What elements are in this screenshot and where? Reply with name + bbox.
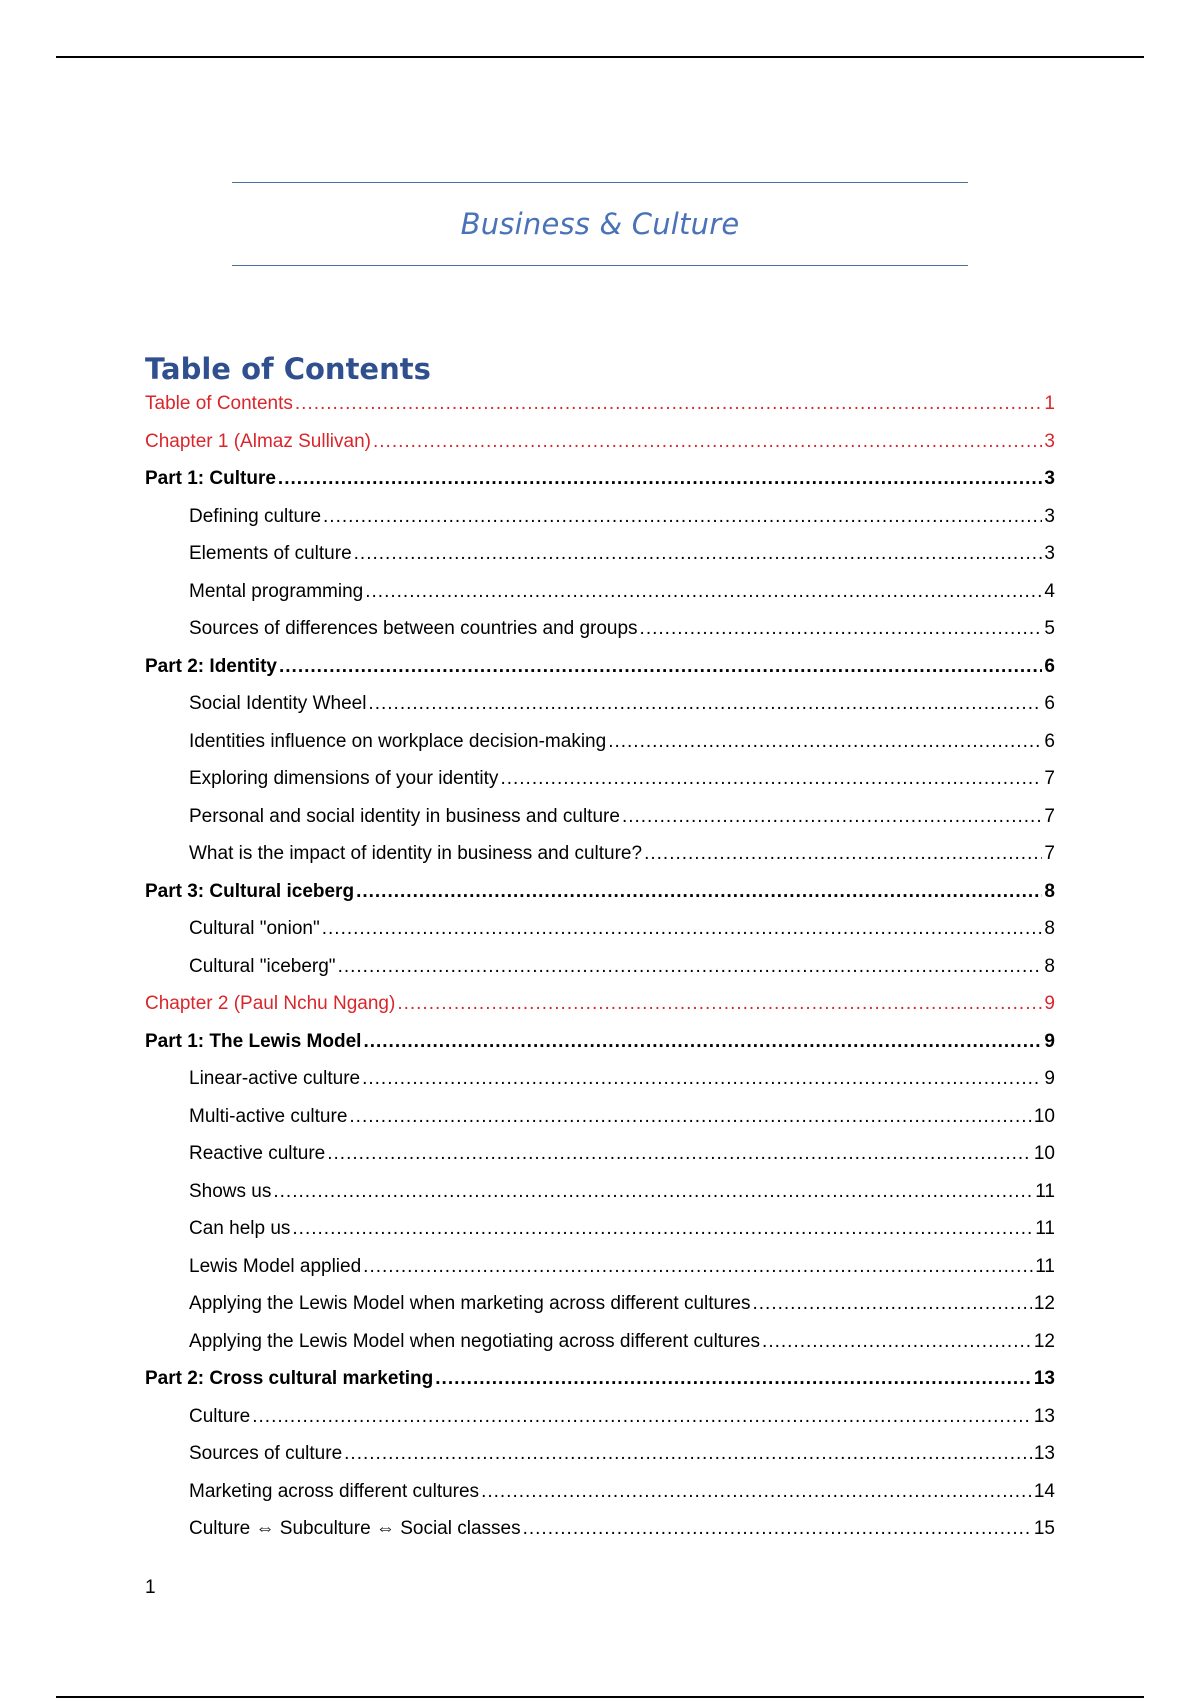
- toc-entry[interactable]: [145, 760, 1055, 798]
- toc-entry[interactable]: [145, 985, 1055, 1023]
- toc-heading: Table of Contents: [145, 352, 431, 386]
- dot-leader: [753, 1285, 1032, 1323]
- dot-leader: [349, 1098, 1031, 1136]
- toc-entry-page: 7: [1044, 768, 1055, 789]
- toc-entry-title: Part 1: Culture: [145, 468, 276, 489]
- dot-leader: [354, 535, 1043, 573]
- dot-leader: [338, 948, 1043, 986]
- dot-leader: [362, 1060, 1042, 1098]
- toc-entry-page: 10: [1033, 1143, 1055, 1164]
- dot-leader: [608, 723, 1042, 761]
- dot-leader: [644, 835, 1042, 873]
- toc-entry-page: 14: [1033, 1480, 1055, 1502]
- toc-entry[interactable]: [145, 1473, 1055, 1511]
- page-number: 1: [145, 1577, 156, 1598]
- dot-leader: [622, 798, 1042, 836]
- dot-leader: [363, 1248, 1033, 1286]
- toc-entry-title: Lewis Model applied: [189, 1255, 362, 1277]
- toc-entry[interactable]: [145, 1210, 1055, 1248]
- toc-entry-title: Chapter 1 (Almaz Sullivan): [145, 430, 371, 452]
- dot-leader: [356, 873, 1042, 911]
- toc-entry-title: Cultural "iceberg": [189, 955, 336, 977]
- dot-leader: [523, 1510, 1032, 1548]
- toc-entry-title: Shows us: [189, 1180, 272, 1202]
- toc-entry[interactable]: [145, 910, 1055, 948]
- toc-entry-title: Sources of differences between countries and groups: [189, 618, 638, 639]
- toc-entry[interactable]: [145, 1173, 1055, 1211]
- toc-entry-title: Reactive culture: [189, 1143, 326, 1164]
- toc-entry[interactable]: [145, 1398, 1055, 1436]
- toc-entry[interactable]: [145, 610, 1055, 648]
- toc-entry-title: Table of Contents: [145, 393, 293, 414]
- toc-entry-page: 6: [1044, 730, 1055, 752]
- toc-entry-title: Part 2: Cross cultural marketing: [145, 1368, 434, 1389]
- toc-entry-page: 5: [1044, 618, 1055, 639]
- toc-entry-page: 6: [1044, 655, 1055, 677]
- toc-entry[interactable]: [145, 835, 1055, 873]
- dot-leader: [397, 985, 1042, 1023]
- toc-entry[interactable]: [145, 685, 1055, 723]
- toc-entry[interactable]: [145, 1435, 1055, 1473]
- toc-entry-title: Mental programming: [189, 580, 364, 602]
- toc-entry-title: Personal and social identity in business and culture: [189, 805, 620, 827]
- toc-entry[interactable]: [145, 573, 1055, 611]
- toc-entry-page: 3: [1044, 468, 1055, 489]
- toc-entry-page: 13: [1033, 1368, 1055, 1389]
- dot-leader: [363, 1023, 1042, 1061]
- toc-entry-page: 3: [1044, 430, 1055, 452]
- dot-leader: [762, 1323, 1032, 1361]
- toc-entry[interactable]: [145, 948, 1055, 986]
- toc-entry-page: 12: [1033, 1330, 1055, 1352]
- document-title: Business & Culture: [460, 207, 740, 241]
- toc-entry-page: 6: [1044, 693, 1055, 714]
- toc-entry-page: 13: [1033, 1405, 1055, 1427]
- toc-entry-page: 8: [1044, 955, 1055, 977]
- toc-entry[interactable]: [145, 423, 1055, 461]
- toc-entry-title: What is the impact of identity in business and culture?: [189, 843, 643, 864]
- toc-entry-page: 7: [1044, 805, 1055, 827]
- dot-leader: [323, 498, 1042, 536]
- dot-leader: [481, 1473, 1032, 1511]
- toc-entry-title: Multi-active culture: [189, 1105, 348, 1127]
- toc-entry-page: 9: [1044, 993, 1055, 1014]
- toc-entry-title: Culture: [189, 1405, 251, 1427]
- toc-entry-title: Part 3: Cultural iceberg: [145, 880, 355, 902]
- toc-entry-title: Exploring dimensions of your identity: [189, 768, 499, 789]
- toc-entry-page: 4: [1044, 580, 1055, 602]
- toc-entry-page: 3: [1044, 505, 1055, 527]
- dot-leader: [279, 648, 1042, 686]
- toc-entry[interactable]: [145, 1135, 1055, 1173]
- dot-leader: [500, 760, 1042, 798]
- toc-entry-title: Chapter 2 (Paul Nchu Ngang): [145, 993, 396, 1014]
- toc-entry[interactable]: [145, 460, 1055, 498]
- toc-entry-title: Marketing across different cultures: [189, 1480, 480, 1502]
- header-rule: [56, 56, 1144, 58]
- title-box: [232, 182, 968, 266]
- toc-entry-page: 8: [1044, 880, 1055, 902]
- toc-entry[interactable]: [145, 385, 1055, 423]
- dot-leader: [292, 1210, 1033, 1248]
- dot-leader: [640, 610, 1043, 648]
- toc-entry-title: Identities influence on workplace decision-making: [189, 730, 607, 752]
- dot-leader: [252, 1398, 1032, 1436]
- dot-leader: [295, 385, 1043, 423]
- toc-entry-title: Culture ⇔ Subculture ⇔ Social classes: [189, 1518, 521, 1539]
- toc-entry-title: Linear-active culture: [189, 1068, 361, 1089]
- toc-entry[interactable]: [145, 648, 1055, 686]
- toc-entry[interactable]: [145, 1098, 1055, 1136]
- dot-leader: [435, 1360, 1032, 1398]
- dot-leader: [344, 1435, 1032, 1473]
- toc-entry[interactable]: [145, 498, 1055, 536]
- toc-entry-title: Elements of culture: [189, 543, 352, 564]
- toc-entry[interactable]: [145, 1248, 1055, 1286]
- toc-entry-title: Cultural "onion": [189, 918, 320, 939]
- toc-entry[interactable]: [145, 723, 1055, 761]
- toc-entry-page: 12: [1033, 1293, 1055, 1314]
- toc-entry[interactable]: [145, 1023, 1055, 1061]
- toc-entry-page: 11: [1035, 1180, 1055, 1202]
- toc-entry-page: 13: [1033, 1443, 1055, 1464]
- footer-rule: [56, 1696, 1144, 1698]
- toc-entry[interactable]: [145, 1360, 1055, 1398]
- toc-entry[interactable]: [145, 1285, 1055, 1323]
- toc-entry-page: 10: [1033, 1105, 1055, 1127]
- dot-leader: [368, 685, 1042, 723]
- toc-entry-page: 11: [1035, 1218, 1055, 1239]
- toc-entry-page: 7: [1044, 843, 1055, 864]
- dot-leader: [322, 910, 1043, 948]
- toc-entry-page: 9: [1044, 1030, 1055, 1052]
- toc-entry-title: Social Identity Wheel: [189, 693, 367, 714]
- dot-leader: [373, 423, 1042, 461]
- toc-entry[interactable]: [145, 1323, 1055, 1361]
- table-of-contents: [145, 385, 1055, 1548]
- toc-entry-page: 1: [1044, 393, 1055, 414]
- toc-entry-title: Sources of culture: [189, 1443, 343, 1464]
- toc-entry-page: 8: [1044, 918, 1055, 939]
- toc-entry-title: Part 1: The Lewis Model: [145, 1030, 362, 1052]
- dot-leader: [278, 460, 1043, 498]
- toc-entry-page: 11: [1035, 1255, 1055, 1277]
- toc-entry[interactable]: [145, 873, 1055, 911]
- dot-leader: [365, 573, 1042, 611]
- toc-entry-page: 9: [1044, 1068, 1055, 1089]
- toc-entry[interactable]: [145, 1060, 1055, 1098]
- toc-entry-title: Can help us: [189, 1218, 291, 1239]
- toc-entry-page: 3: [1044, 543, 1055, 564]
- toc-entry[interactable]: [145, 798, 1055, 836]
- toc-entry[interactable]: [145, 535, 1055, 573]
- dot-leader: [327, 1135, 1032, 1173]
- dot-leader: [273, 1173, 1033, 1211]
- toc-entry-page: 15: [1033, 1518, 1055, 1539]
- toc-entry[interactable]: [145, 1510, 1055, 1548]
- toc-entry-title: Applying the Lewis Model when negotiating across different cultures: [189, 1330, 761, 1352]
- toc-entry-title: Applying the Lewis Model when marketing across different cultures: [189, 1293, 751, 1314]
- toc-entry-title: Defining culture: [189, 505, 322, 527]
- toc-entry-title: Part 2: Identity: [145, 655, 277, 677]
